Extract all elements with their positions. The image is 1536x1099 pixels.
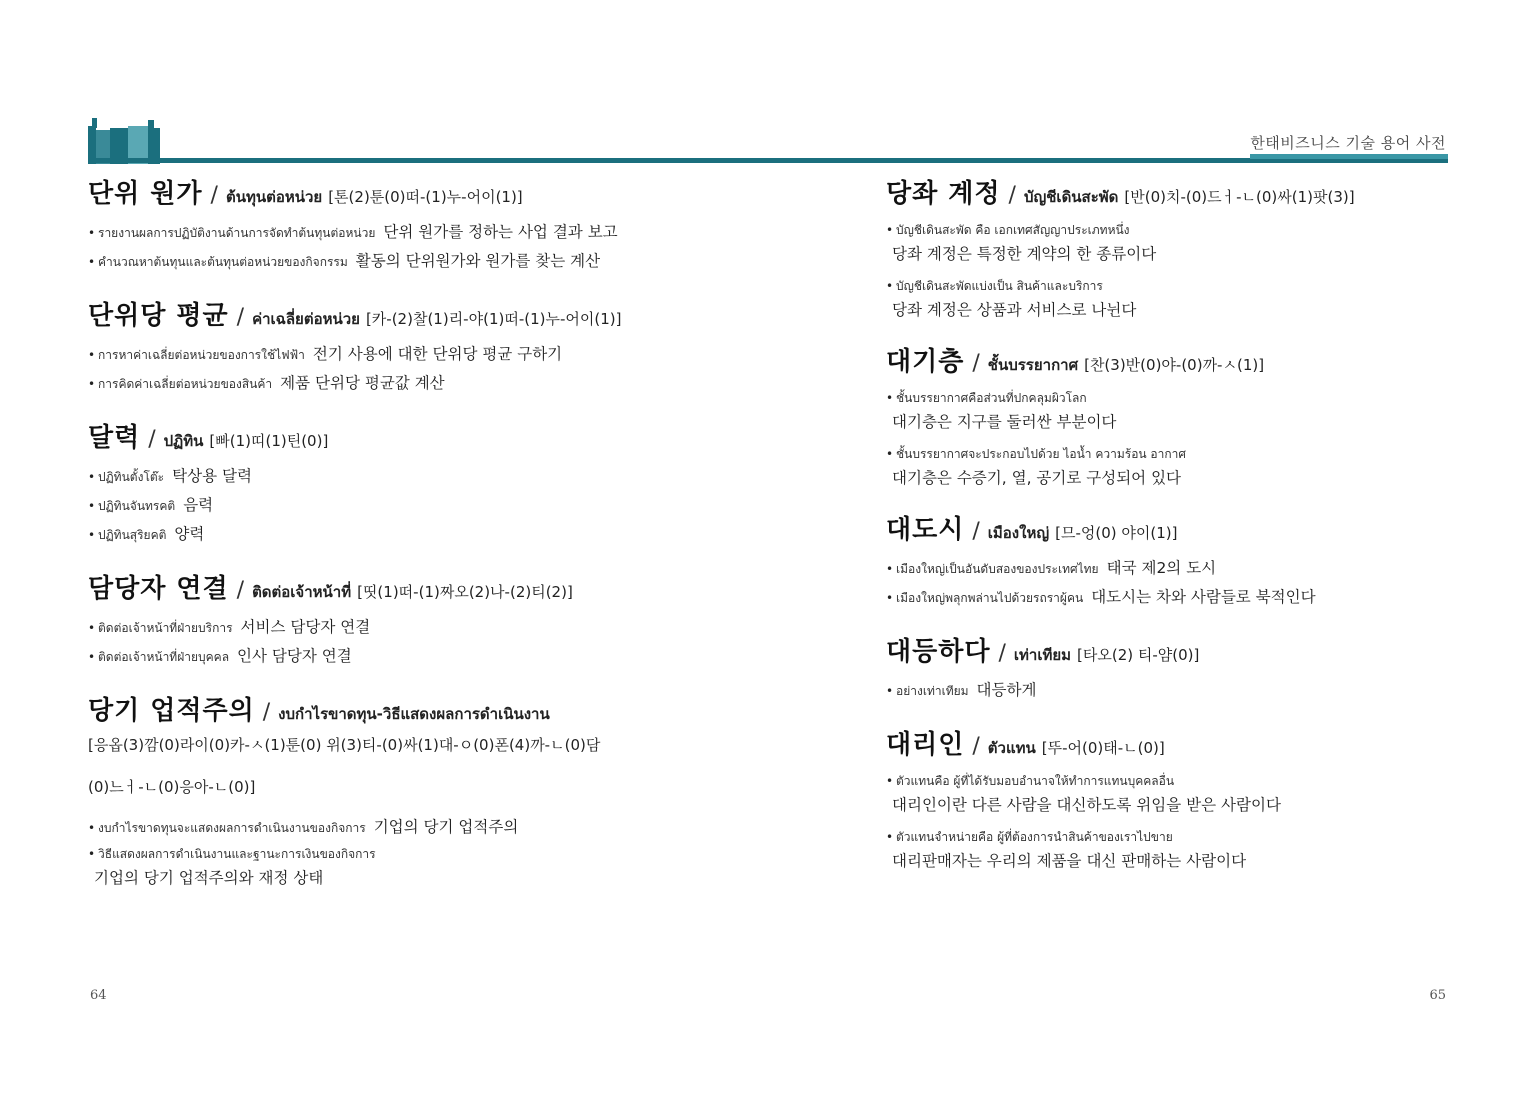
korean-term: 단위 원가 <box>88 179 203 209</box>
pronunciation: [찬(3)반(0)야-(0)까-ㅅ(1)] <box>1084 356 1265 374</box>
example-item <box>88 642 788 671</box>
example-thai: ปฏิทินจันทรคติ <box>98 499 176 513</box>
example-korean: 대리판매자는 우리의 제품을 대신 판매하는 사람이다 <box>892 852 1247 870</box>
example-korean: 전기 사용에 대한 단위당 평균 구하기 <box>312 345 563 363</box>
entry-headword <box>88 693 788 729</box>
entry-headword <box>88 176 788 212</box>
example-thai: เมืองใหญ่พลุกพล่านไปด้วยรถราผู้คน <box>896 591 1084 605</box>
example-thai: ปฏิทินตั้งโต๊ะ <box>98 470 165 484</box>
bullet-icon: • <box>886 391 894 405</box>
page-number-right: 65 <box>1429 988 1446 1003</box>
example-korean: 기업의 당기 업적주의 <box>373 818 519 836</box>
thai-term: ปฏิทิน <box>163 432 204 450</box>
example-list <box>88 218 788 276</box>
example-thai: ชั้นบรรยากาศคือส่วนที่ปกคลุมผิวโลก <box>896 391 1087 405</box>
example-korean: 기업의 당기 업적주의와 재정 상태 <box>94 869 324 887</box>
separator: / <box>236 578 245 603</box>
book-stack-icon <box>88 116 160 164</box>
example-korean: 대리인이란 다른 사람을 대신하도록 위임을 받은 사람이다 <box>892 796 1281 814</box>
thai-term: เท่าเทียม <box>1013 646 1072 664</box>
example-item <box>88 369 788 398</box>
korean-term: 대등하다 <box>886 637 991 667</box>
dictionary-entry <box>88 693 788 890</box>
example-item <box>88 340 788 369</box>
example-item <box>886 825 1466 849</box>
bullet-icon: • <box>886 223 894 237</box>
thai-term: ต้นทุนต่อหน่วย <box>225 188 323 206</box>
example-korean: 당좌 계정은 상품과 서비스로 나뉜다 <box>892 301 1137 319</box>
example-item <box>88 813 788 842</box>
example-thai: วิธีแสดงผลการดำเนินงานและฐานะการเงินของกิจการ <box>98 847 376 861</box>
example-thai: ติดต่อเจ้าหน้าที่ฝ่ายบริการ <box>98 621 233 635</box>
header-rule <box>88 158 1448 163</box>
separator: / <box>972 519 980 544</box>
separator: / <box>972 351 980 376</box>
thai-term: ค่าเฉลี่ยต่อหน่วย <box>252 310 360 328</box>
example-korean: 활동의 단위원가와 원가를 찾는 계산 <box>355 252 601 270</box>
example-korean: 양력 <box>174 525 205 543</box>
bullet-icon: • <box>88 650 96 664</box>
entry-headword <box>88 298 788 334</box>
bullet-icon: • <box>88 255 96 269</box>
example-thai: ตัวแทนจำหน่ายคือ ผู้ที่ต้องการนำสินค้าของเราไปขาย <box>896 830 1173 844</box>
example-item <box>88 491 788 520</box>
example-korean: 대등하게 <box>976 681 1037 699</box>
separator: / <box>148 427 156 452</box>
separator: / <box>210 183 218 208</box>
entry-headword <box>886 176 1466 212</box>
bullet-icon: • <box>886 447 894 461</box>
example-thai: งบกำไรขาดทุนจะแสดงผลการดำเนินงานของกิจการ <box>98 821 366 835</box>
bullet-icon: • <box>88 377 96 391</box>
example-korean: 태국 제2의 도시 <box>1106 559 1217 577</box>
entry-headword <box>88 420 788 456</box>
bullet-icon: • <box>886 279 894 293</box>
example-korean: 당좌 계정은 특정한 계약의 한 종류이다 <box>892 245 1157 263</box>
example-list <box>88 462 788 549</box>
dictionary-entry <box>88 298 788 398</box>
entry-headword <box>886 344 1466 380</box>
example-korean: 대기층은 지구를 둘러싼 부분이다 <box>892 413 1117 431</box>
dictionary-entry <box>88 420 788 549</box>
bullet-icon: • <box>88 499 96 513</box>
example-item <box>886 554 1466 583</box>
entry-headword <box>886 727 1466 763</box>
right-page-column <box>886 176 1466 881</box>
pronunciation: [응옵(3)깜(0)라이(0)카-ㅅ(1)툰(0) 위(3)티-(0)싸(1)대-ㅇ(0)폰(4)까-ㄴ(0)담 <box>88 736 601 754</box>
example-thai: รายงานผลการปฏิบัติงานด้านการจัดทำต้นทุนต่อหน่วย <box>98 226 376 240</box>
thai-term: งบกำไรขาดทุน-วิธีแสดงผลการดำเนินงาน <box>278 705 550 723</box>
header-tab-accent <box>1250 154 1448 159</box>
pronunciation: [톤(2)툰(0)떠-(1)누-어이(1)] <box>328 188 523 206</box>
pronunciation: [타오(2) 티-얌(0)] <box>1077 646 1200 664</box>
entry-headword <box>886 512 1466 548</box>
example-list <box>886 386 1466 490</box>
bullet-icon: • <box>88 847 96 861</box>
example-list <box>88 340 788 398</box>
pronunciation-continued: (0)느ㅓ-ㄴ(0)응아-ㄴ(0)] <box>88 778 256 796</box>
example-thai: บัญชีเดินสะพัด คือ เอกเทศสัญญาประเภทหนึ่ง <box>896 223 1130 237</box>
example-item <box>886 769 1466 793</box>
pronunciation: [반(0)치-(0)드ㅓ-ㄴ(0)싸(1)팟(3)] <box>1124 188 1355 206</box>
example-thai: เมืองใหญ่เป็นอันดับสองของประเทศไทย <box>896 562 1099 576</box>
example-item <box>886 386 1466 410</box>
thai-term: ตัวแทน <box>987 739 1036 757</box>
example-item <box>886 274 1466 298</box>
korean-term: 단위당 평균 <box>88 301 229 331</box>
example-item <box>88 842 788 866</box>
example-korean: 인사 담당자 연결 <box>237 647 352 665</box>
bullet-icon: • <box>886 684 894 698</box>
example-item <box>88 218 788 247</box>
entry-headword <box>88 571 788 607</box>
example-thai: ชั้นบรรยากาศจะประกอบไปด้วย ไอน้ำ ความร้อน อากาศ <box>896 447 1186 461</box>
dictionary-entry <box>886 176 1466 322</box>
example-item <box>88 247 788 276</box>
example-list <box>886 769 1466 873</box>
thai-term: บัญชีเดินสะพัด <box>1023 188 1119 206</box>
thai-term: เมืองใหญ่ <box>987 524 1050 542</box>
korean-term: 달력 <box>88 423 141 453</box>
dictionary-entry <box>886 727 1466 873</box>
separator: / <box>236 305 245 330</box>
example-list <box>88 813 788 890</box>
separator: / <box>972 734 980 759</box>
example-korean: 제품 단위당 평균값 계산 <box>280 374 445 392</box>
dictionary-entry <box>88 176 788 276</box>
example-thai: อย่างเท่าเทียม <box>896 684 969 698</box>
example-korean: 서비스 담당자 연결 <box>240 618 371 636</box>
bullet-icon: • <box>886 562 894 576</box>
entry-headword <box>886 634 1466 670</box>
example-list <box>886 218 1466 322</box>
example-thai: การคิดค่าเฉลี่ยต่อหน่วยของสินค้า <box>98 377 273 391</box>
korean-term: 담당자 연결 <box>88 574 229 604</box>
example-korean: 단위 원가를 정하는 사업 결과 보고 <box>383 223 618 241</box>
bullet-icon: • <box>886 830 894 844</box>
pronunciation: [띳(1)떠-(1)짜오(2)나-(2)티(2)] <box>357 583 573 601</box>
korean-term: 대리인 <box>886 730 965 760</box>
example-item <box>886 676 1466 705</box>
example-list <box>886 676 1466 705</box>
example-thai: การหาค่าเฉลี่ยต่อหน่วยของการใช้ไฟฟ้า <box>98 348 305 362</box>
example-item <box>88 520 788 549</box>
separator: / <box>262 700 271 725</box>
korean-term: 당기 업적주의 <box>88 696 255 726</box>
bullet-icon: • <box>88 470 96 484</box>
pronunciation: [카-(2)찰(1)리-야(1)떠-(1)누-어이(1)] <box>365 310 622 328</box>
example-korean: 대기층은 수증기, 열, 공기로 구성되어 있다 <box>892 469 1182 487</box>
thai-term: ชั้นบรรยากาศ <box>987 356 1079 374</box>
example-item <box>886 583 1466 612</box>
korean-term: 대도시 <box>886 515 965 545</box>
example-thai: ตัวแทนคือ ผู้ที่ได้รับมอบอำนาจให้ทำการแทนบุคคลอื่น <box>896 774 1175 788</box>
example-thai: คำนวณหาต้นทุนและต้นทุนต่อหน่วยของกิจกรรม <box>98 255 348 269</box>
dictionary-entry <box>886 512 1466 612</box>
dictionary-entry <box>886 634 1466 705</box>
dictionary-entry <box>886 344 1466 490</box>
pronunciation: [빠(1)띠(1)틴(0)] <box>209 432 329 450</box>
page-number-left: 64 <box>90 988 107 1003</box>
pronunciation: [므-엉(0) 야이(1)] <box>1055 524 1178 542</box>
example-thai: บัญชีเดินสะพัดแบ่งเป็น สินค้าและบริการ <box>896 279 1103 293</box>
thai-term: ติดต่อเจ้าหน้าที่ <box>252 583 352 601</box>
bullet-icon: • <box>88 621 96 635</box>
korean-term: 대기층 <box>886 347 965 377</box>
example-korean: 음력 <box>183 496 214 514</box>
book-title: 한태비즈니스 기술 용어 사전 <box>1250 134 1446 152</box>
example-item <box>88 613 788 642</box>
bullet-icon: • <box>88 528 96 542</box>
separator: / <box>998 641 1006 666</box>
korean-term: 당좌 계정 <box>886 179 1001 209</box>
dictionary-entry <box>88 571 788 671</box>
example-list <box>886 554 1466 612</box>
bullet-icon: • <box>88 348 96 362</box>
example-korean: 대도시는 차와 사람들로 북적인다 <box>1091 588 1316 606</box>
bullet-icon: • <box>88 226 96 240</box>
example-item <box>88 462 788 491</box>
example-item <box>886 218 1466 242</box>
example-item <box>886 442 1466 466</box>
bullet-icon: • <box>88 821 96 835</box>
example-thai: ปฏิทินสุริยคติ <box>98 528 167 542</box>
example-thai: ติดต่อเจ้าหน้าที่ฝ่ายบุคคล <box>98 650 230 664</box>
example-korean: 탁상용 달력 <box>172 467 252 485</box>
pronunciation: [뚜-어(0)태-ㄴ(0)] <box>1041 739 1165 757</box>
bullet-icon: • <box>886 591 894 605</box>
left-page-column <box>88 176 788 898</box>
example-list <box>88 613 788 671</box>
separator: / <box>1008 183 1016 208</box>
bullet-icon: • <box>886 774 894 788</box>
